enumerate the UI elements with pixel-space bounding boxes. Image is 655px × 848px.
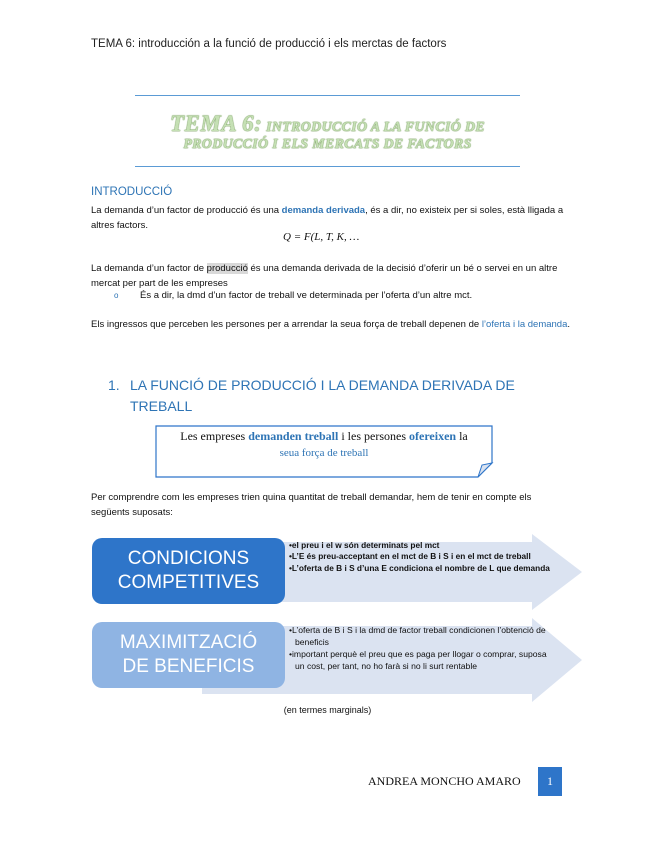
oferta-demanda-link[interactable]: l’oferta i la demanda [481, 319, 568, 330]
section-heading-1 [108, 375, 538, 417]
intro-paragraph-3 [91, 317, 571, 332]
production-function-formula: Q = F(L, T, K, … [283, 231, 360, 243]
callout-text-a: Les empreses [180, 429, 249, 443]
p3-text-b: . [567, 319, 571, 330]
diagram-caption: (en termes marginals) [283, 705, 372, 715]
bullet-text: És a dir, la dmd d’un factor de treball ve determinada per l’oferta d’un altre mct. [140, 290, 473, 301]
heading-line-1: LA FUNCIÓ DE PRODUCCIÓ I LA DEMANDA DERIVADA DE [130, 377, 515, 393]
maximitzacio-beneficis-label [92, 622, 285, 688]
list-item: •L’E és preu-acceptant en el mct de B i S i en el mct de treball [289, 551, 531, 562]
callout-text [155, 428, 493, 461]
label-line-1: MAXIMITZACIÓ [119, 632, 258, 653]
label-line-2: DE BENEFICIS [122, 656, 255, 677]
callout-ofereixen: ofereixen [409, 429, 457, 443]
footer-author: ANDREA MONCHO AMARO [368, 774, 521, 788]
p1-text-b: , és a dir, no existeix per si soles, està lligada a altres factors. [91, 205, 564, 231]
list-item [114, 290, 472, 301]
list-item: •important perquè el preu que es paga per llogar o comprar, suposa un cost, per tant, no ho farà si no li surt rentable [289, 649, 547, 671]
heading-number: 1. [108, 377, 120, 393]
title-prefix: TEMA 6: [169, 111, 263, 136]
callout-line-2: seua força de treball [279, 447, 369, 459]
intro-paragraph-1 [91, 203, 571, 233]
list-item: •el preu i el w són determinats pel mct [289, 540, 440, 550]
diagram-row-benefits [92, 618, 592, 698]
callout-text-c: i les persones [338, 429, 409, 443]
benefits-bullets [289, 624, 551, 672]
title-top-rule [135, 95, 520, 96]
diagram-row-competitive [92, 534, 592, 614]
callout-text-e: la [456, 429, 468, 443]
page-number: 1 [538, 767, 562, 796]
demanda-derivada-highlight: demanda derivada [281, 205, 366, 216]
title-line1-rest: INTRODUCCIÓ A LA FUNCIÓ DE [262, 120, 485, 135]
condicions-competitives-label [92, 538, 285, 604]
list-item: •L’oferta de B i S i la dmd de factor treball condicionen l’obtenció de beneficis [289, 625, 546, 647]
p1-text-a: La demanda d’un factor de producció és una [91, 205, 282, 216]
heading-line-2: TREBALL [130, 398, 193, 414]
title-bottom-rule [135, 166, 520, 167]
section-label: INTRODUCCIÓ [91, 186, 173, 198]
page-title-line-1 [135, 111, 520, 137]
callout-box [155, 425, 493, 477]
list-item: •L’oferta de B i S d’una E condiciona el nombre de L que demanda [289, 562, 550, 573]
page-title-line-2: PRODUCCIÓ I ELS MERCATS DE FACTORS [183, 137, 472, 152]
intro-paragraph-2 [91, 261, 571, 291]
label-line-2: COMPETITIVES [117, 572, 260, 593]
running-header: TEMA 6: introducción a la funció de producció i els merctas de factors [91, 38, 447, 50]
p2-text-a: La demanda d’un factor de [91, 263, 207, 274]
hollow-bullet-icon: o [114, 291, 119, 300]
callout-demanden-treball: demanden treball [248, 429, 339, 443]
p3-text-a: Els ingressos que perceben les persones per a arrendar la seua força de treball depenen de [91, 319, 482, 330]
p2-text-b: és una demanda derivada de la decisió d’oferir un bé o servei en un altre mercat per part de les empreses [91, 263, 558, 289]
produccio-marked-word: producció [206, 263, 248, 274]
lead-in-paragraph: Per comprendre com les empreses trien quina quantitat de treball demandar, hem de tenir en compte els següents suposats: [91, 492, 532, 518]
competitive-bullets [289, 540, 551, 574]
label-line-1: CONDICIONS [127, 548, 250, 569]
